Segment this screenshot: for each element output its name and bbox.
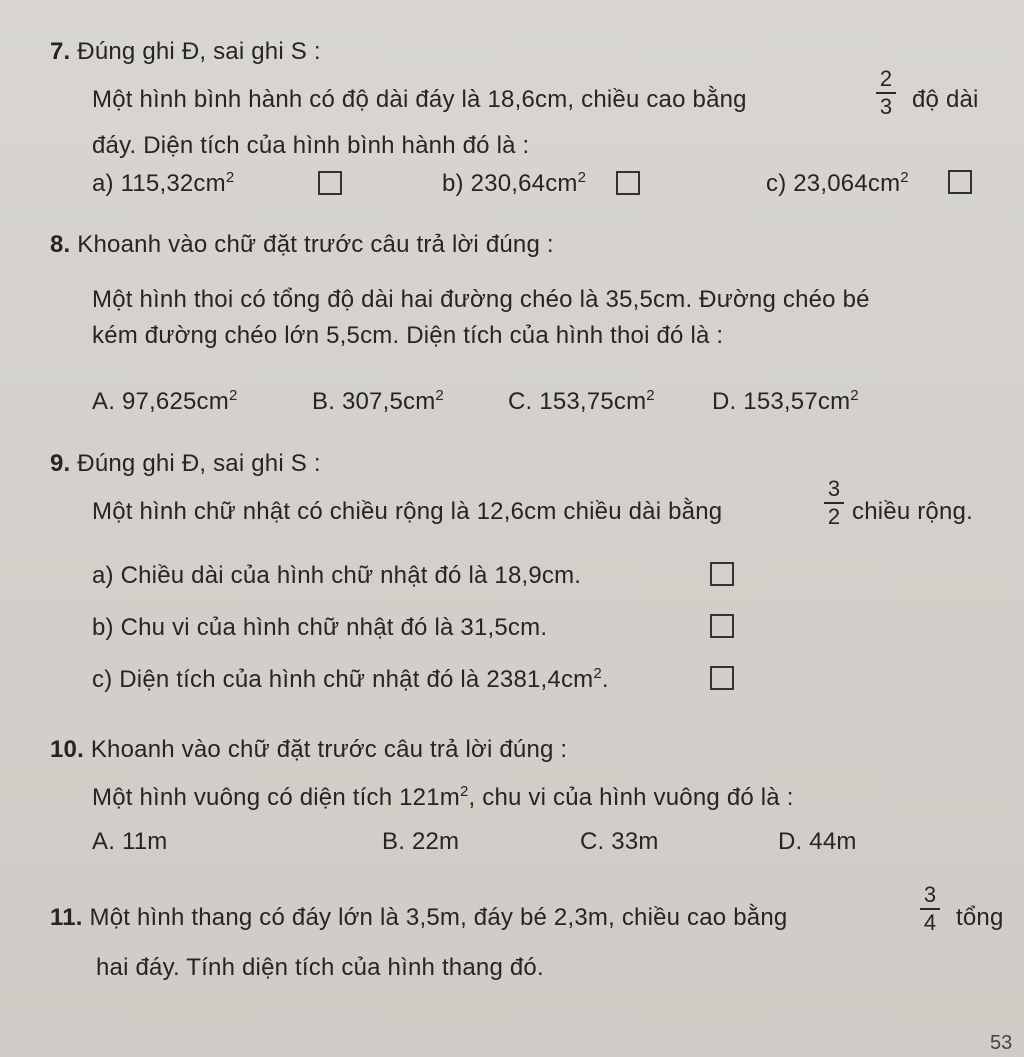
q8-number: 8. xyxy=(50,231,71,258)
superscript: 2 xyxy=(593,665,602,682)
q11-fraction-denominator: 4 xyxy=(923,910,937,935)
superscript: 2 xyxy=(646,387,655,404)
q11-fraction xyxy=(920,884,940,934)
q11-number: 11. xyxy=(50,904,83,931)
q7-option-c-text: c) 23,064cm xyxy=(766,170,901,197)
q8-option-c[interactable] xyxy=(508,388,655,416)
q9-line1: Một hình chữ nhật có chiều rộng là 12,6cm chiều dài bằng xyxy=(92,498,723,525)
q9-statement-b: b) Chu vi của hình chữ nhật đó là 31,5cm. xyxy=(92,614,548,641)
q9-checkbox-b[interactable] xyxy=(710,614,734,638)
q7-line2: đáy. Diện tích của hình bình hành đó là : xyxy=(92,132,530,159)
q8-option-a[interactable] xyxy=(92,388,238,416)
q10-line1-end: , chu vi của hình vuông đó là : xyxy=(468,784,794,811)
superscript: 2 xyxy=(228,387,238,404)
q7-option-b-text: b) 230,64cm xyxy=(442,170,578,197)
q7-option-a-text: a) 115,32cm xyxy=(92,170,226,197)
q10-option-c[interactable]: C. 33m xyxy=(580,828,659,855)
q10-line1-text: Một hình vuông có diện tích 121m xyxy=(92,784,460,811)
q9-number: 9. xyxy=(50,450,71,477)
q7-fraction-numerator: 2 xyxy=(879,66,893,91)
q11-line1-end: tổng xyxy=(956,904,1004,931)
q7-fraction xyxy=(876,68,896,118)
q11-line1-text: Một hình thang có đáy lớn là 3,5m, đáy bé 2,3m, chiều cao bằng xyxy=(89,904,788,931)
q10-line1 xyxy=(92,784,794,812)
q8-heading xyxy=(50,231,554,259)
q9-statement-c-period: . xyxy=(601,666,609,693)
q10-option-a[interactable]: A. 11m xyxy=(92,828,168,855)
q8-line2: kém đường chéo lớn 5,5cm. Diện tích của hình thoi đó là : xyxy=(92,322,724,349)
q11-line2: hai đáy. Tính diện tích của hình thang đó. xyxy=(96,954,544,981)
q8-line1: Một hình thoi có tổng độ dài hai đường chéo là 35,5cm. Đường chéo bé xyxy=(92,286,870,313)
q7-heading xyxy=(50,38,321,66)
q9-heading xyxy=(50,450,321,478)
q7-line1-end: độ dài xyxy=(912,86,979,113)
q8-option-d[interactable] xyxy=(712,388,859,416)
superscript: 2 xyxy=(850,387,859,404)
q10-number: 10. xyxy=(50,736,84,763)
q8-option-a-text: A. 97,625cm xyxy=(92,388,229,415)
q9-fraction-numerator: 3 xyxy=(827,476,841,501)
q7-option-c xyxy=(766,170,909,198)
q7-checkbox-b[interactable] xyxy=(616,171,640,195)
superscript: 2 xyxy=(435,387,444,404)
superscript: 2 xyxy=(225,169,235,186)
superscript: 2 xyxy=(900,169,909,186)
q8-option-d-text: D. 153,57cm xyxy=(712,388,851,415)
q8-option-b-text: B. 307,5cm xyxy=(312,388,436,415)
page-number: 53 xyxy=(990,1032,1013,1054)
q7-line1 xyxy=(92,86,747,114)
q8-option-c-text: C. 153,75cm xyxy=(508,388,647,415)
q8-title: Khoanh vào chữ đặt trước câu trả lời đúng : xyxy=(77,231,554,258)
q9-fraction-denominator: 2 xyxy=(827,504,841,529)
q7-checkbox-a[interactable] xyxy=(318,171,342,195)
q7-number: 7. xyxy=(50,38,71,65)
q9-fraction xyxy=(824,478,844,528)
q10-option-b[interactable]: B. 22m xyxy=(382,828,460,855)
superscript: 2 xyxy=(577,169,587,186)
q11-fraction-numerator: 3 xyxy=(923,882,937,907)
q9-statement-c xyxy=(92,666,609,694)
q7-line1-text: Một hình bình hành có độ dài đáy là 18,6cm, chiều cao bằng xyxy=(92,86,747,113)
q9-statement-c-text: c) Diện tích của hình chữ nhật đó là 2381,4cm xyxy=(92,666,594,693)
q9-checkbox-c[interactable] xyxy=(710,666,734,690)
q10-title: Khoanh vào chữ đặt trước câu trả lời đúng : xyxy=(90,736,568,763)
q10-heading xyxy=(50,736,567,764)
q11-line1 xyxy=(50,904,787,932)
q8-option-b[interactable] xyxy=(312,388,444,416)
q7-checkbox-c[interactable] xyxy=(948,170,972,194)
q7-title: Đúng ghi Đ, sai ghi S : xyxy=(77,38,321,65)
q10-option-d[interactable]: D. 44m xyxy=(778,828,857,855)
superscript: 2 xyxy=(459,783,469,800)
q9-statement-a: a) Chiều dài của hình chữ nhật đó là 18,9cm. xyxy=(92,562,582,589)
q7-fraction-denominator: 3 xyxy=(879,94,893,119)
q9-line1-end: chiều rộng. xyxy=(852,498,973,525)
q7-option-b xyxy=(442,170,586,198)
q7-option-a xyxy=(92,170,234,198)
q9-checkbox-a[interactable] xyxy=(710,562,734,586)
q9-title: Đúng ghi Đ, sai ghi S : xyxy=(77,450,321,477)
